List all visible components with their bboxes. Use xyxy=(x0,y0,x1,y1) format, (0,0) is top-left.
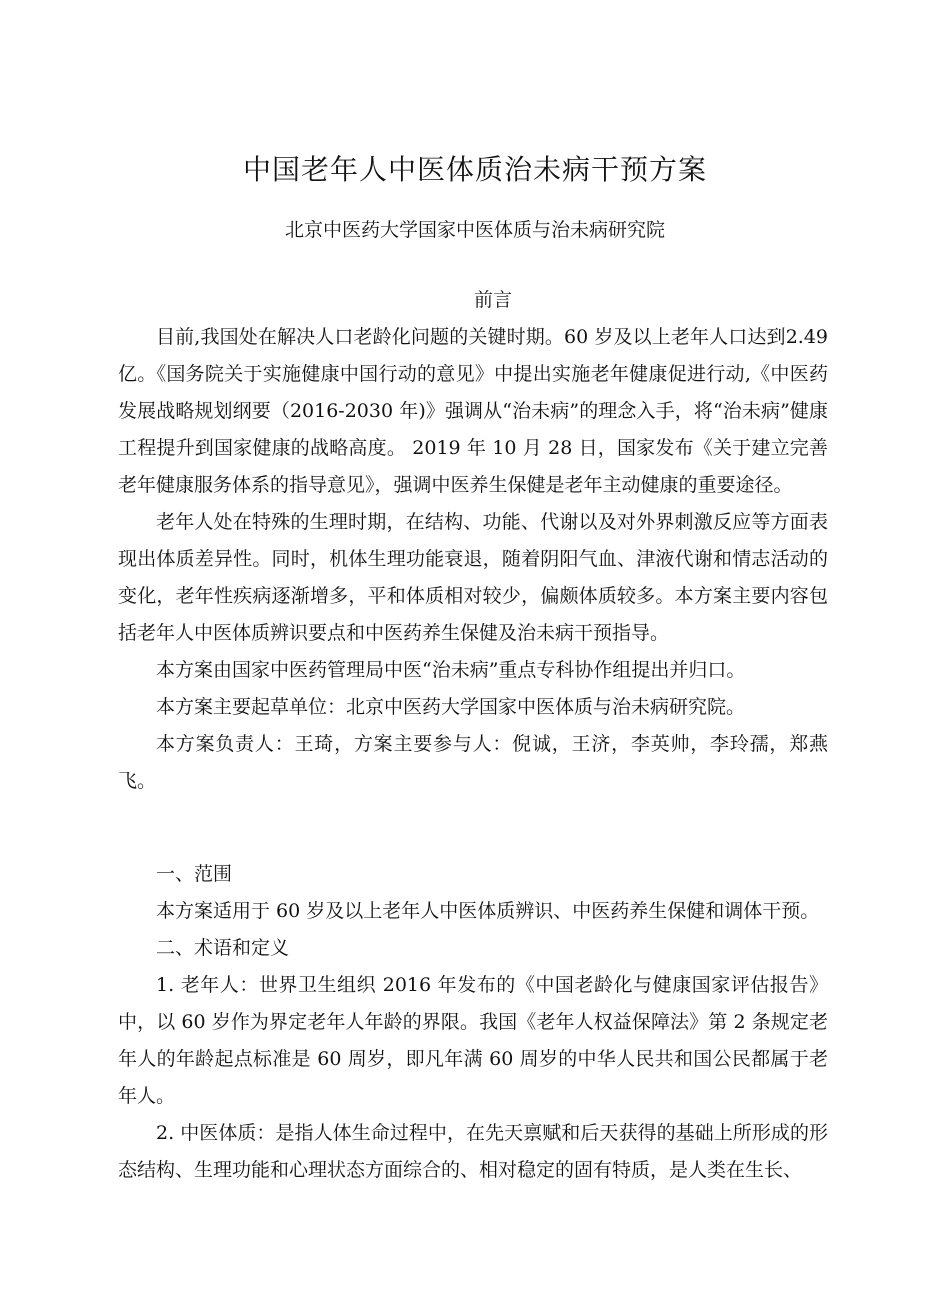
section-2-heading: 二、术语和定义 xyxy=(156,937,290,959)
definition-1: 1. 老年人：世界卫生组织 2016 年发布的《中国老龄化与健康国家评估报告》中，以 60 岁作为界定老年人年龄的界限。我国《老年人权益保障法》第 2 条规定老年人的年龄起点标准是 60 周岁，即凡年满 60 周岁的中华人民共和国公民都属于老年人。 xyxy=(118,974,828,1107)
document-title: 中国老年人中医体质治未病干预方案 xyxy=(242,153,707,186)
section-spacer xyxy=(118,800,828,856)
preface-heading: 前言 xyxy=(473,289,512,311)
document-subtitle: 北京中医药大学国家中医体质与治未病研究院 xyxy=(284,219,665,241)
section-1-heading: 一、范围 xyxy=(156,863,233,885)
preface-paragraph-4: 本方案主要起草单位：北京中医药大学国家中医体质与治未病研究院。 xyxy=(156,696,746,718)
preface-paragraph-2: 老年人处在特殊的生理时期，在结构、功能、代谢以及对外界刺激反应等方面表现出体质差异性。同时，机体生理功能衰退，随着阴阳气血、津液代谢和情志活动的变化，老年性疾病逐渐增多，平和体质相对较少，偏颇体质较多。本方案主要内容包括老年人中医体质辨识要点和中医药养生保健及治未病干预指导。 xyxy=(118,511,828,644)
section-1-text: 本方案适用于 60 岁及以上老年人中医体质辨识、中医药养生保健和调体干预。 xyxy=(156,900,820,922)
preface-paragraph-1: 目前,我国处在解决人口老龄化问题的关键时期。60 岁及以上老年人口达到2.49 亿。《国务院关于实施健康中国行动的意见》中提出实施老年健康促进行动,《中医药发展战略规划纲要（2016-2030 年)》强调从“治未病”的理念入手，将“治未病”健康工程提升到国家健康的战略高度。 2019 年 10 月 28 日，国家发布《关于建立完善老年健康服务体系的指导意见》，强调中医养生保健是老年主动健康的重要途径。 xyxy=(118,326,828,496)
preface-paragraph-3: 本方案由国家中医药管理局中医“治未病”重点专科协作组提出并归口。 xyxy=(156,659,746,681)
definition-2: 2. 中医体质：是指人体生命过程中，在先天禀赋和后天获得的基础上所形成的形态结构、生理功能和心理状态方面综合的、相对稳定的固有特质，是人类在生长、 xyxy=(118,1122,828,1181)
document-body xyxy=(118,282,828,1189)
preface-paragraph-5: 本方案负责人：王琦，方案主要参与人：倪诚，王济，李英帅，李玲孺，郑燕飞。 xyxy=(118,733,828,792)
